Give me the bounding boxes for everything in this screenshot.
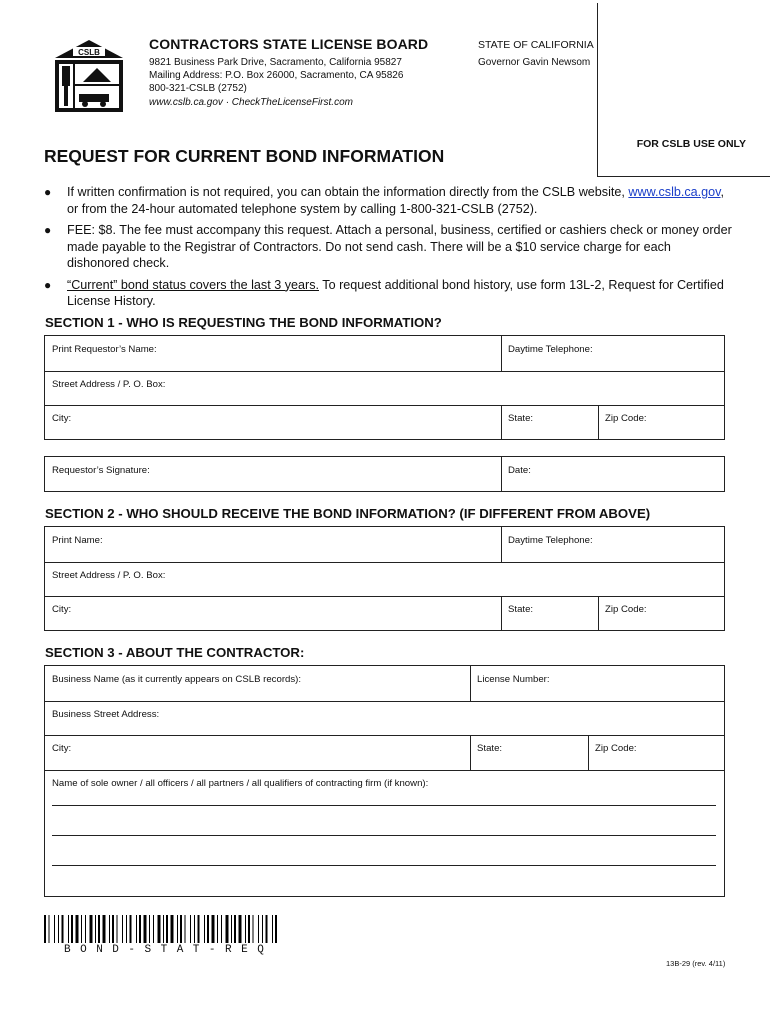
requestor-name-field[interactable]: Print Requestor’s Name:	[52, 344, 157, 355]
business-zip-field[interactable]: Zip Code:	[595, 743, 637, 754]
recipient-street-field[interactable]: Street Address / P. O. Box:	[52, 570, 166, 581]
requestor-state-field[interactable]: State:	[508, 413, 534, 424]
owners-line-1[interactable]	[52, 805, 716, 806]
section-3-title: SECTION 3 - ABOUT THE CONTRACTOR:	[45, 645, 305, 660]
requestor-phone-field[interactable]: Daytime Telephone:	[508, 344, 593, 355]
instruction-item: ● “Current” bond status covers the last 3 years. To request additional bond history, use form 13L-2, Request for Certified License History.	[44, 277, 724, 308]
address-line-1: 9821 Business Park Drive, Sacramento, California 95827	[149, 57, 402, 68]
section-1-form	[44, 335, 725, 440]
signature-form	[44, 456, 725, 492]
cslb-use-label: FOR CSLB USE ONLY	[636, 138, 746, 150]
website-line: www.cslb.ca.gov · CheckTheLicenseFirst.com	[149, 96, 353, 108]
bullet-icon: ●	[44, 223, 52, 237]
section-2-form	[44, 526, 725, 631]
section-3-form	[44, 665, 725, 897]
requestor-street-field[interactable]: Street Address / P. O. Box:	[52, 379, 166, 390]
owners-line-3[interactable]	[52, 865, 716, 866]
instruction-item: ● FEE: $8. The fee must accompany this request. Attach a personal, business, certified or cashiers check or money order made payable to the Registrar of Contractors. Do not send cash. There will be a $10 service charge for each dishonored check.	[44, 223, 732, 270]
business-city-field[interactable]: City:	[52, 743, 72, 754]
instruction-item: ● If written confirmation is not required, you can obtain the information directly from the CSLB website, www.cslb.ca.gov, or from the 24-hour automated telephone system by calling 1-800-321-CSLB (2752).	[44, 185, 725, 216]
governor-label: Governor Gavin Newsom	[478, 57, 591, 68]
cslb-website-link[interactable]: www.cslb.ca.gov	[628, 185, 721, 199]
business-state-field[interactable]: State:	[477, 743, 503, 754]
bullet-icon: ●	[44, 185, 52, 199]
form-revision: 13B-29 (rev. 4/11)	[666, 959, 726, 968]
cslb-logo	[53, 38, 125, 112]
cslb-use-box	[597, 3, 770, 177]
state-label: STATE OF CALIFORNIA	[478, 39, 594, 51]
org-address	[149, 56, 403, 109]
phone-line: 800-321-CSLB (2752)	[149, 83, 247, 95]
bullet-icon: ●	[44, 277, 52, 292]
requestor-zip-field[interactable]: Zip Code:	[605, 413, 647, 424]
recipient-name-field[interactable]: Print Name:	[52, 535, 103, 546]
business-street-field[interactable]: Business Street Address:	[52, 709, 160, 720]
recipient-zip-field[interactable]: Zip Code:	[605, 604, 647, 615]
org-name: CONTRACTORS STATE LICENSE BOARD	[149, 36, 429, 52]
instructions-list	[44, 184, 734, 315]
recipient-state-field[interactable]: State:	[508, 604, 534, 615]
logo-text: CSLB	[78, 48, 100, 57]
barcode-text: BOND-STAT-REQ	[64, 944, 274, 956]
recipient-phone-field[interactable]: Daytime Telephone:	[508, 535, 593, 546]
recipient-city-field[interactable]: City:	[52, 604, 72, 615]
business-name-field[interactable]: Business Name (as it currently appears on CSLB records):	[52, 674, 302, 685]
requestor-signature-field[interactable]: Requestor’s Signature:	[52, 465, 150, 476]
signature-date-field[interactable]: Date:	[508, 465, 531, 476]
license-number-field[interactable]: License Number:	[477, 674, 550, 685]
section-1-title: SECTION 1 - WHO IS REQUESTING THE BOND INFORMATION?	[45, 315, 442, 330]
page-title: REQUEST FOR CURRENT BOND INFORMATION	[44, 146, 445, 166]
address-line-2: Mailing Address: P.O. Box 26000, Sacramento, CA 95826	[149, 70, 404, 82]
owners-line-2[interactable]	[52, 835, 716, 836]
owners-field[interactable]: Name of sole owner / all officers / all partners / all qualifiers of contracting firm (if known):	[52, 778, 429, 789]
section-2-title: SECTION 2 - WHO SHOULD RECEIVE THE BOND INFORMATION? (IF DIFFERENT FROM ABOVE)	[45, 506, 651, 521]
requestor-city-field[interactable]: City:	[52, 413, 72, 424]
